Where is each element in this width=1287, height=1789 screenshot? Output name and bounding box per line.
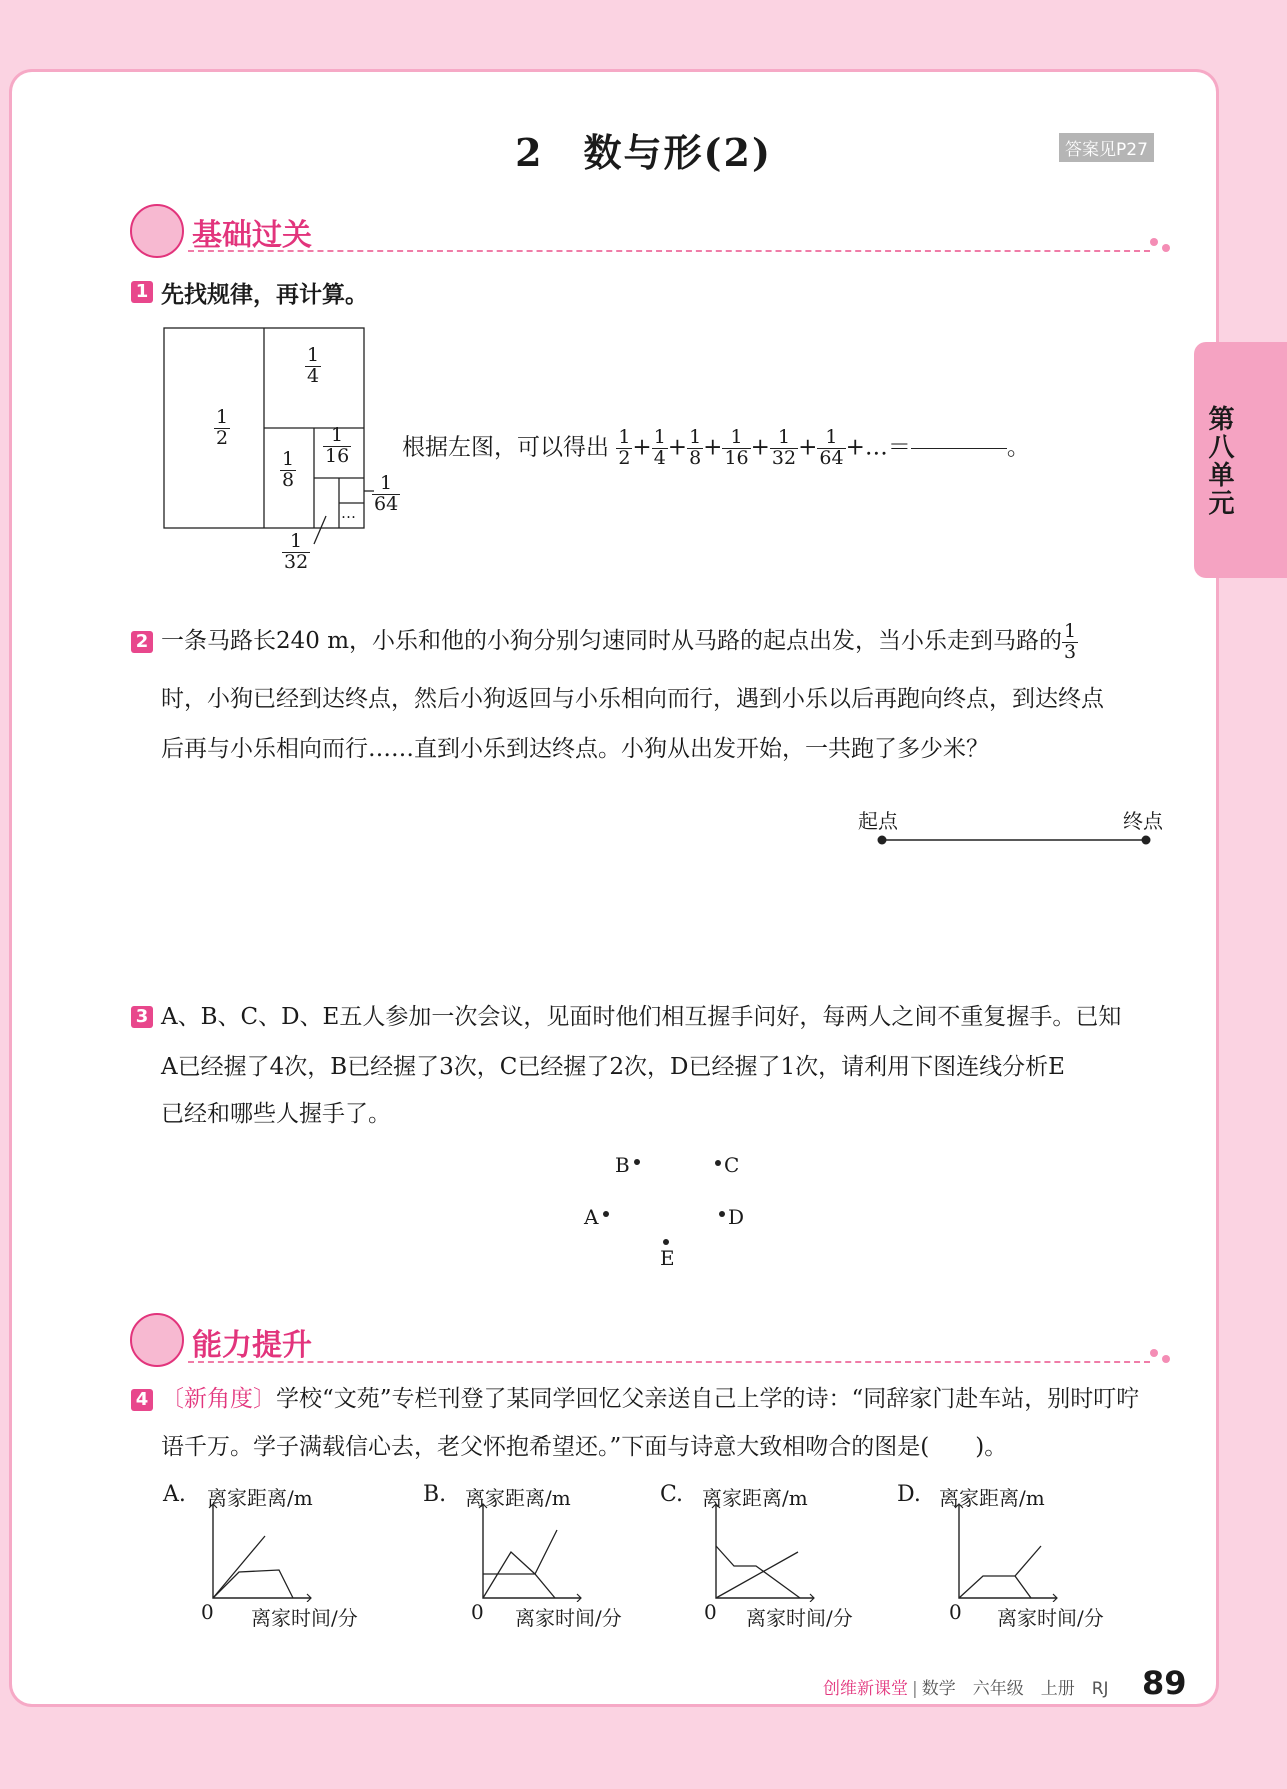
graph-origin: 0 <box>471 1600 484 1624</box>
fraction-sixteenth: $\frac{1}{16}$ <box>325 424 350 467</box>
question-2-line-3: 后再与小乐相向而行……直到小乐到达终点。小狗从出发开始，一共跑了多少米？ <box>161 736 989 762</box>
point-b-label: B <box>615 1153 630 1177</box>
fraction-half: $\frac{1}{2}$ <box>216 406 229 449</box>
diagram-ellipsis: … <box>341 504 356 522</box>
graph-origin: 0 <box>704 1600 717 1624</box>
section-divider-dot <box>1162 1355 1170 1363</box>
section-divider-dot <box>1150 238 1158 246</box>
section-divider-dot <box>1150 1349 1158 1357</box>
question-2-line-2: 时，小狗已经到达终点，然后小狗返回与小乐相向而行，遇到小乐以后再跑向终点，到达终点 <box>161 686 1104 712</box>
fraction-one-third: $\frac{1}{3}$ <box>1064 619 1077 663</box>
option-a-graph[interactable] <box>163 1482 393 1628</box>
fraction-eighth: $\frac{1}{8}$ <box>282 448 295 491</box>
graph-origin: 0 <box>949 1600 962 1624</box>
question-3-line-3: 已经和哪些人握手了。 <box>161 1101 391 1127</box>
mascot-icon <box>130 204 184 258</box>
new-angle-tag: 〔新角度〕 <box>161 1386 276 1412</box>
road-line <box>876 832 1156 851</box>
plus-sign: + <box>750 434 770 461</box>
section-divider-dot <box>1162 244 1170 252</box>
fraction-quarter: $\frac{1}{4}$ <box>307 344 320 387</box>
question-3-line-1: A、B、C、D、E五人参加一次会议，见面时他们相互握手问好，每两人之间不重复握手。已知 <box>161 1004 1122 1030</box>
point-e-label: E <box>660 1246 675 1270</box>
graph-x-label: 离家时间/分 <box>251 1606 358 1630</box>
question-number: 4 <box>131 1389 153 1411</box>
equation-period: 。 <box>1006 434 1030 461</box>
option-letter: C. <box>660 1482 684 1507</box>
graph-origin: 0 <box>201 1600 214 1624</box>
graph-x-label: 离家时间/分 <box>515 1606 622 1630</box>
question-2-text: 一条马路长240 m，小乐和他的小狗分别匀速同时从马路的起点出发，当小乐走到马路的 <box>161 628 1063 654</box>
point-d-dot <box>719 1211 725 1217</box>
handshake-points-diagram <box>580 1148 750 1268</box>
plus-sign: + <box>798 434 818 461</box>
graph-lines <box>706 1502 886 1602</box>
road-start-label: 起点 <box>858 809 898 833</box>
option-b-graph[interactable] <box>423 1482 653 1628</box>
question-3-line-2: A已经握了4次，B已经握了3次，C已经握了2次，D已经握了1次，请利用下图连线分析E <box>161 1054 1065 1080</box>
graph-x-label: 离家时间/分 <box>746 1606 853 1630</box>
road-end-label: 终点 <box>1123 809 1163 833</box>
fraction-square-diagram <box>162 326 402 586</box>
question-4-text: 学校“文苑”专栏刊登了某同学回忆父亲送自己上学的诗：“同辞家门赴车站，别时叮咛 <box>276 1386 1140 1412</box>
point-b-dot <box>634 1159 640 1165</box>
question-4-line-1 <box>161 1376 1139 1423</box>
point-c-label: C <box>724 1153 740 1177</box>
equation-fraction: $\frac{1}{4}$ <box>653 426 666 469</box>
question-1-instruction: 先找规律，再计算。 <box>161 282 368 308</box>
point-d-label: D <box>728 1205 745 1229</box>
graph-x-label: 离家时间/分 <box>997 1606 1104 1630</box>
question-number: 3 <box>131 1006 153 1028</box>
section-title-basics: 基础过关 <box>192 218 312 253</box>
option-c-graph[interactable] <box>660 1482 890 1628</box>
question-4-line-2: 语千万。学子满载信心去，老父怀抱希望还。”下面与诗意大致相吻合的图是( )。 <box>161 1434 1008 1460</box>
page-title: 2 数与形(2) <box>515 130 772 175</box>
point-a-dot <box>603 1211 609 1217</box>
footer-meta: 数学 六年级 上册 RJ <box>921 1679 1109 1699</box>
option-letter: A. <box>163 1482 186 1507</box>
graph-y-label: 离家距离/m <box>207 1486 313 1510</box>
graph-y-label: 离家距离/m <box>702 1486 808 1510</box>
graph-lines <box>949 1502 1129 1602</box>
footer-info: 创维新课堂 | 数学 六年级 上册 RJ <box>823 1679 1109 1699</box>
option-letter: D. <box>897 1482 921 1507</box>
page-number: 89 <box>1142 1664 1187 1702</box>
section-title-advanced: 能力提升 <box>192 1328 312 1363</box>
answer-reference-badge: 答案见P27 <box>1059 133 1154 162</box>
answer-blank[interactable] <box>911 448 1007 449</box>
plus-sign: + <box>667 434 688 461</box>
equation-fraction: $\frac{1}{64}$ <box>819 426 844 469</box>
question-2-line-1 <box>161 618 1078 665</box>
plus-sign: + <box>632 434 652 461</box>
equation-prompt: 根据左图，可以得出 <box>402 434 609 461</box>
point-a-label: A <box>584 1205 599 1229</box>
plus-sign: + <box>703 434 723 461</box>
point-c-dot <box>715 1160 721 1166</box>
graph-y-label: 离家距离/m <box>465 1486 571 1510</box>
equation-tail: +…＝ <box>845 434 911 461</box>
section-divider <box>188 1361 1150 1363</box>
question-1-equation <box>402 428 1030 469</box>
fraction-sixtyfourth: $\frac{1}{64}$ <box>374 472 399 515</box>
option-letter: B. <box>423 1482 447 1507</box>
graph-y-label: 离家距离/m <box>939 1486 1045 1510</box>
equation-fraction: $\frac{1}{2}$ <box>618 426 631 469</box>
graph-lines <box>473 1502 653 1602</box>
equation-fraction: $\frac{1}{32}$ <box>771 426 797 469</box>
fraction-thirtysecond: $\frac{1}{32}$ <box>284 530 309 573</box>
option-d-graph[interactable] <box>897 1482 1127 1628</box>
question-number: 1 <box>131 281 153 303</box>
point-e-dot <box>663 1239 669 1245</box>
mascot-icon <box>130 1313 184 1367</box>
equation-fraction: $\frac{1}{16}$ <box>724 426 749 469</box>
equation-fraction: $\frac{1}{8}$ <box>689 426 702 469</box>
section-divider <box>188 250 1150 252</box>
graph-lines <box>203 1502 383 1602</box>
footer-brand: 创维新课堂 <box>823 1679 908 1699</box>
question-number: 2 <box>131 631 153 653</box>
unit-side-tab-label: 第八单元 <box>1204 405 1234 517</box>
